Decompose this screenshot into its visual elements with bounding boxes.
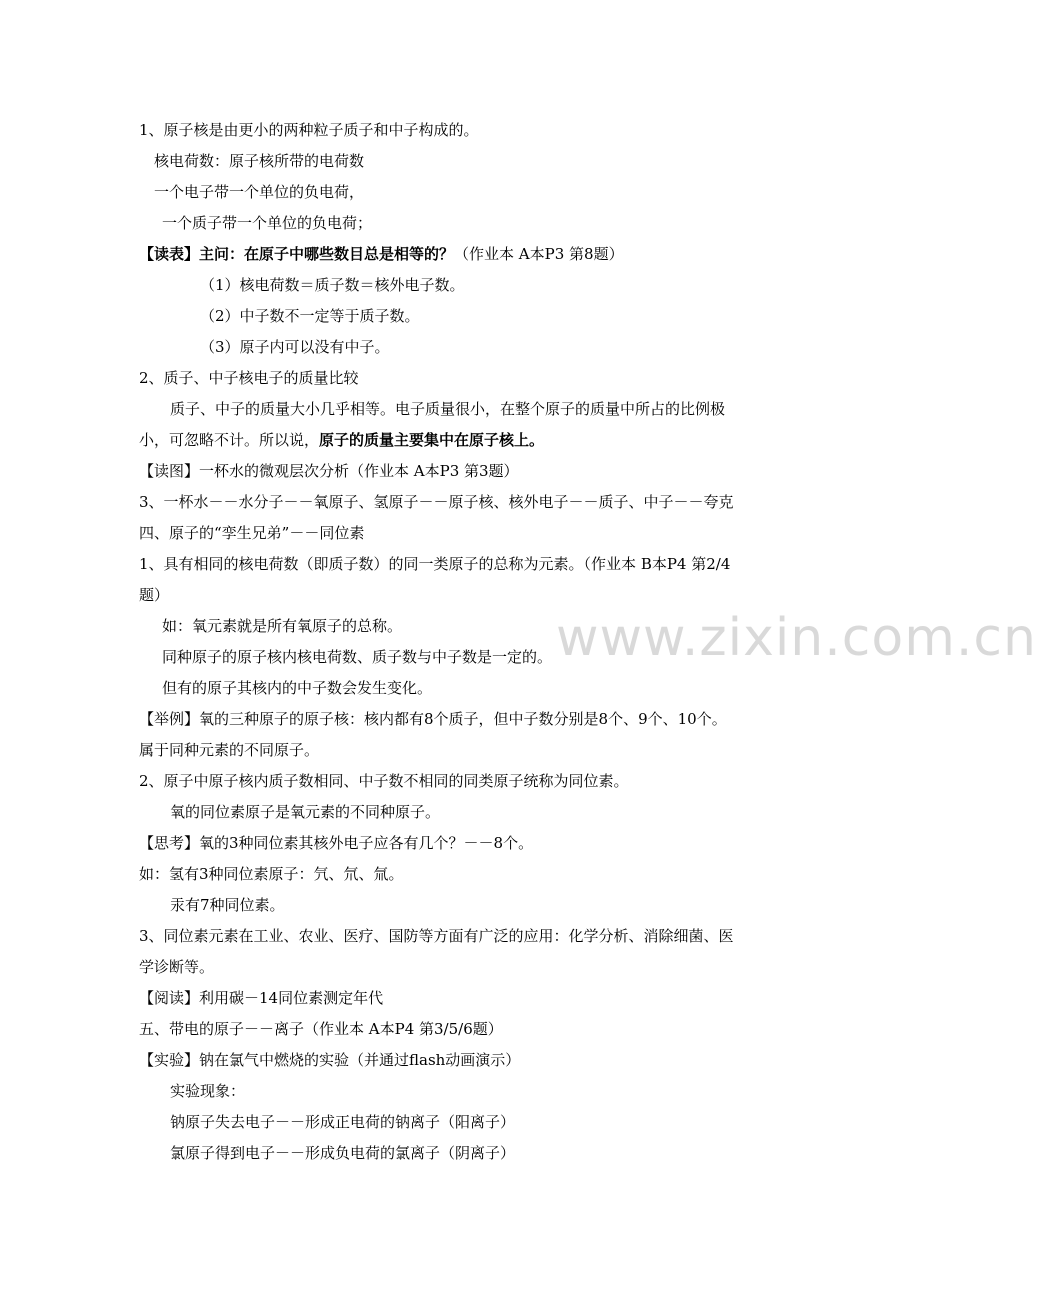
- emphasis-text: 原子的质量主要集中在原子核上。: [319, 431, 545, 449]
- text-line: 一个质子带一个单位的负电荷；: [162, 214, 373, 232]
- text-line: 质子、中子的质量大小几乎相等。电子质量很小，在整个原子的质量中所占的比例极: [170, 400, 726, 418]
- text-line: 1、原子核是由更小的两种粒子质子和中子构成的。: [139, 121, 479, 139]
- text-line: 学诊断等。: [139, 958, 215, 976]
- text-line: 【阅读】利用碳－14同位素测定年代: [139, 989, 384, 1007]
- text-line: 3、一杯水－－水分子－－氧原子、氢原子－－原子核、核外电子－－质子、中子－－夸克: [139, 493, 734, 511]
- text-line: （2）中子数不一定等于质子数。: [200, 307, 420, 325]
- text-line: 氯原子得到电子－－形成负电荷的氯离子（阴离子）: [170, 1144, 516, 1162]
- text-line: （1）核电荷数＝质子数＝核外电子数。: [200, 276, 465, 294]
- text-line: 2、质子、中子核电子的质量比较: [139, 369, 359, 387]
- text-line: [139, 244, 624, 264]
- text-line: 一个电子带一个单位的负电荷，: [154, 183, 365, 201]
- section-tag: 【读表】: [139, 245, 200, 263]
- text-line: （3）原子内可以没有中子。: [200, 338, 390, 356]
- text-line: 属于同种元素的不同原子。: [139, 741, 320, 759]
- text-line: 【读图】一杯水的微观层次分析（作业本 A本P3 第3题）: [139, 462, 519, 480]
- text-line: 同种原子的原子核内核电荷数、质子数与中子数是一定的。: [162, 648, 553, 666]
- text-line: 如：氧元素就是所有氧原子的总称。: [162, 617, 403, 635]
- text-line: 【思考】氧的3种同位素其核外电子应各有几个？－－8个。: [139, 834, 534, 852]
- section-heading: 五、带电的原子－－离子（作业本 A本P4 第3/5/6题）: [139, 1020, 503, 1038]
- text-segment: 小，可忽略不计。所以说，: [139, 431, 320, 449]
- text-line: 氧的同位素原子是氧元素的不同种原子。: [170, 803, 441, 821]
- watermark: www.zixin.com.cn: [556, 608, 1037, 668]
- reference-text: （作业本 A本P3 第8题）: [454, 245, 624, 263]
- text-line: 核电荷数：原子核所带的电荷数: [154, 152, 365, 170]
- text-line: 【举例】氧的三种原子的原子核：核内都有8个质子，但中子数分别是8个、9个、10个。: [139, 710, 727, 728]
- text-line: 3、同位素元素在工业、农业、医疗、国防等方面有广泛的应用：化学分析、消除细菌、医: [139, 927, 734, 945]
- text-line: 2、原子中原子核内质子数相同、中子数不相同的同类原子统称为同位素。: [139, 772, 629, 790]
- section-heading: 四、原子的“孪生兄弟”－－同位素: [139, 524, 365, 542]
- text-line: 题）: [139, 586, 170, 604]
- text-line: 实验现象：: [170, 1082, 246, 1100]
- question-text: 主问：在原子中哪些数目总是相等的？: [199, 245, 455, 263]
- text-line: 【实验】钠在氯气中燃烧的实验（并通过flash动画演示）: [139, 1051, 521, 1069]
- text-line: 钠原子失去电子－－形成正电荷的钠离子（阳离子）: [170, 1113, 516, 1131]
- text-line: 汞有7种同位素。: [170, 896, 285, 914]
- text-line: [139, 430, 544, 450]
- text-line: 但有的原子其核内的中子数会发生变化。: [162, 679, 433, 697]
- text-line: 1、具有相同的核电荷数（即质子数）的同一类原子的总称为元素。（作业本 B本P4 第2/4: [139, 555, 731, 573]
- text-line: 如：氢有3种同位素原子：氕、氘、氚。: [139, 865, 404, 883]
